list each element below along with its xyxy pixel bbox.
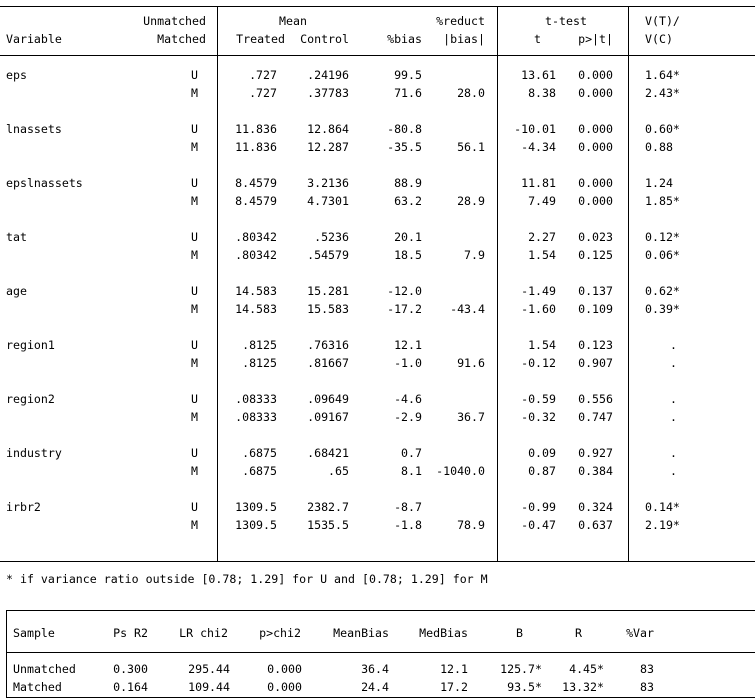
control-mean: .5236 xyxy=(314,230,349,244)
t-value: 1.54 xyxy=(528,248,556,262)
p-value: 0.000 xyxy=(578,122,613,136)
t-value: 0.87 xyxy=(528,464,556,478)
variance-ratio-footnote: * if variance ratio outside [0.78; 1.29] for U and [0.78; 1.29] for M xyxy=(6,572,488,586)
p-value: 0.137 xyxy=(578,284,613,298)
pct-bias: 88.9 xyxy=(394,176,422,190)
treated-mean: 8.4579 xyxy=(235,176,277,190)
summary-cell-p-chi2: 0.000 xyxy=(267,680,302,694)
variance-ratio: 1.85* xyxy=(645,194,680,208)
pct-bias: -12.0 xyxy=(387,284,422,298)
control-mean: 1535.5 xyxy=(307,518,349,532)
summary-cell-lr-chi2: 295.44 xyxy=(188,662,230,676)
treated-mean: 14.583 xyxy=(235,302,277,316)
sample-flag: M xyxy=(191,86,198,100)
pct-reduct: 56.1 xyxy=(457,140,485,154)
control-mean: .54579 xyxy=(307,248,349,262)
t-value: -1.49 xyxy=(521,284,556,298)
control-mean: 15.583 xyxy=(307,302,349,316)
vratio-header-bottom: V(C) xyxy=(645,32,673,46)
pct-bias: -8.7 xyxy=(394,500,422,514)
summary-header-ps-r2: Ps R2 xyxy=(113,626,148,640)
summary-header-lr-chi2: LR chi2 xyxy=(179,626,228,640)
p-value: 0.637 xyxy=(578,518,613,532)
sample-flag: U xyxy=(191,392,198,406)
summary-cell-sample: Unmatched xyxy=(13,662,76,676)
p-value: 0.747 xyxy=(578,410,613,424)
t-value: 1.54 xyxy=(528,338,556,352)
summary-cell-r: 4.45* xyxy=(569,662,604,676)
t-value: -0.47 xyxy=(521,518,556,532)
variable-name: industry xyxy=(6,446,62,460)
variable-name: epslnassets xyxy=(6,176,83,190)
sample-flag: U xyxy=(191,446,198,460)
pct-bias: -17.2 xyxy=(387,302,422,316)
unmatched-header: Unmatched xyxy=(143,14,206,28)
variance-ratio: 0.60* xyxy=(645,122,680,136)
t-value: -1.60 xyxy=(521,302,556,316)
treated-mean: .08333 xyxy=(235,410,277,424)
variance-ratio: 0.14* xyxy=(645,500,680,514)
treated-mean: 14.583 xyxy=(235,284,277,298)
vratio-header-top: V(T)/ xyxy=(645,14,680,28)
p-value: 0.125 xyxy=(578,248,613,262)
sample-flag: U xyxy=(191,500,198,514)
summary-cell-r: 13.32* xyxy=(562,680,604,694)
variance-ratio: . xyxy=(670,446,677,460)
treated-mean: .727 xyxy=(249,68,277,82)
summary-cell-med-bias: 17.2 xyxy=(440,680,468,694)
treated-mean: 11.836 xyxy=(235,122,277,136)
pct-bias: 20.1 xyxy=(394,230,422,244)
variance-ratio: 1.24 xyxy=(645,176,673,190)
treated-header: Treated xyxy=(236,32,285,46)
sample-flag: M xyxy=(191,302,198,316)
summary-header-b: B xyxy=(516,626,523,640)
p-value: 0.324 xyxy=(578,500,613,514)
pct-bias: 0.7 xyxy=(401,446,422,460)
variance-ratio: . xyxy=(670,410,677,424)
t-value: -0.12 xyxy=(521,356,556,370)
variable-name: region1 xyxy=(6,338,55,352)
variance-ratio: . xyxy=(670,392,677,406)
t-value: 2.27 xyxy=(528,230,556,244)
t-value: 11.81 xyxy=(521,176,556,190)
control-mean: 4.7301 xyxy=(307,194,349,208)
ttest-header: t-test xyxy=(545,14,587,28)
variance-ratio: 0.62* xyxy=(645,284,680,298)
p-value: 0.109 xyxy=(578,302,613,316)
control-mean: .09167 xyxy=(307,410,349,424)
pct-reduct: 7.9 xyxy=(464,248,485,262)
pct-bias: 18.5 xyxy=(394,248,422,262)
treated-mean: 1309.5 xyxy=(235,518,277,532)
sample-flag: M xyxy=(191,518,198,532)
treated-mean: .727 xyxy=(249,86,277,100)
sample-flag: U xyxy=(191,122,198,136)
pct-bias: 63.2 xyxy=(394,194,422,208)
control-mean: .65 xyxy=(328,464,349,478)
summary-header-rule xyxy=(6,652,755,653)
sample-flag: U xyxy=(191,68,198,82)
summary-cell-med-bias: 12.1 xyxy=(440,662,468,676)
sample-flag: M xyxy=(191,356,198,370)
variance-ratio: 0.88 xyxy=(645,140,673,154)
pct-reduct: 28.0 xyxy=(457,86,485,100)
summary-cell-p-chi2: 0.000 xyxy=(267,662,302,676)
sample-flag: M xyxy=(191,464,198,478)
t-value: 7.49 xyxy=(528,194,556,208)
pct-reduct: 28.9 xyxy=(457,194,485,208)
pct-bias: 12.1 xyxy=(394,338,422,352)
summary-cell-lr-chi2: 109.44 xyxy=(188,680,230,694)
control-mean: 15.281 xyxy=(307,284,349,298)
sample-flag: M xyxy=(191,194,198,208)
pct-reduct: 36.7 xyxy=(457,410,485,424)
treated-mean: 1309.5 xyxy=(235,500,277,514)
variable-name: region2 xyxy=(6,392,55,406)
p-value: 0.000 xyxy=(578,140,613,154)
p-value: 0.907 xyxy=(578,356,613,370)
summary-cell-b: 93.5* xyxy=(507,680,542,694)
variable-name: lnassets xyxy=(6,122,62,136)
pct-bias-header: %bias xyxy=(387,32,422,46)
t-header: t xyxy=(534,32,541,46)
summary-bottom-rule xyxy=(6,697,755,698)
variable-name: age xyxy=(6,284,27,298)
abs-bias-header: |bias| xyxy=(443,32,485,46)
pct-bias: -4.6 xyxy=(394,392,422,406)
matched-header: Matched xyxy=(157,32,206,46)
p-value: 0.000 xyxy=(578,86,613,100)
sample-flag: U xyxy=(191,230,198,244)
pct-bias: -1.0 xyxy=(394,356,422,370)
control-mean: .76316 xyxy=(307,338,349,352)
summary-cell-ps-r2: 0.164 xyxy=(113,680,148,694)
pct-reduct: -43.4 xyxy=(450,302,485,316)
pct-reduct: 78.9 xyxy=(457,518,485,532)
p-value: 0.000 xyxy=(578,176,613,190)
control-mean: 2382.7 xyxy=(307,500,349,514)
summary-header-p-chi2: p>chi2 xyxy=(259,626,301,640)
variable-name: eps xyxy=(6,68,27,82)
pct-bias: -35.5 xyxy=(387,140,422,154)
p-value: 0.556 xyxy=(578,392,613,406)
treated-mean: .80342 xyxy=(235,248,277,262)
control-mean: 12.864 xyxy=(307,122,349,136)
t-value: 8.38 xyxy=(528,86,556,100)
p-value: 0.927 xyxy=(578,446,613,460)
summary-cell-pct-var: 83 xyxy=(640,680,654,694)
treated-mean: .8125 xyxy=(242,356,277,370)
treated-mean: .6875 xyxy=(242,446,277,460)
summary-top-rule xyxy=(6,610,755,611)
variable-name: tat xyxy=(6,230,27,244)
t-value: -0.99 xyxy=(521,500,556,514)
variance-ratio: 0.39* xyxy=(645,302,680,316)
t-value: -4.34 xyxy=(521,140,556,154)
pct-reduct: 91.6 xyxy=(457,356,485,370)
pct-bias: -80.8 xyxy=(387,122,422,136)
control-mean: .68421 xyxy=(307,446,349,460)
variance-ratio: 0.06* xyxy=(645,248,680,262)
t-value: -10.01 xyxy=(514,122,556,136)
p-value: 0.000 xyxy=(578,194,613,208)
variable-header: Variable xyxy=(6,32,62,46)
control-mean: 3.2136 xyxy=(307,176,349,190)
treated-mean: 11.836 xyxy=(235,140,277,154)
summary-cell-pct-var: 83 xyxy=(640,662,654,676)
sample-flag: U xyxy=(191,338,198,352)
p-value: 0.123 xyxy=(578,338,613,352)
sample-flag: M xyxy=(191,248,198,262)
summary-cell-sample: Matched xyxy=(13,680,62,694)
summary-left-edge xyxy=(6,610,7,698)
control-mean: .24196 xyxy=(307,68,349,82)
variance-ratio: 2.19* xyxy=(645,518,680,532)
p-header: p>|t| xyxy=(578,32,613,46)
summary-header-r: R xyxy=(575,626,582,640)
t-value: -0.59 xyxy=(521,392,556,406)
summary-cell-mean-bias: 24.4 xyxy=(361,680,389,694)
summary-header-sample: Sample xyxy=(13,626,55,640)
sample-flag: U xyxy=(191,284,198,298)
summary-cell-b: 125.7* xyxy=(500,662,542,676)
pct-bias: -2.9 xyxy=(394,410,422,424)
sample-flag: U xyxy=(191,176,198,190)
variance-ratio: 0.12* xyxy=(645,230,680,244)
t-value: -0.32 xyxy=(521,410,556,424)
control-mean: 12.287 xyxy=(307,140,349,154)
sample-flag: M xyxy=(191,140,198,154)
treated-mean: 8.4579 xyxy=(235,194,277,208)
mean-header: Mean xyxy=(279,14,307,28)
variance-ratio: . xyxy=(670,464,677,478)
t-value: 13.61 xyxy=(521,68,556,82)
control-header: Control xyxy=(300,32,349,46)
variance-ratio: 1.64* xyxy=(645,68,680,82)
variance-ratio: . xyxy=(670,338,677,352)
variable-name: irbr2 xyxy=(6,500,41,514)
summary-header-med-bias: MedBias xyxy=(419,626,468,640)
t-value: 0.09 xyxy=(528,446,556,460)
treated-mean: .8125 xyxy=(242,338,277,352)
variance-ratio: 2.43* xyxy=(645,86,680,100)
summary-cell-ps-r2: 0.300 xyxy=(113,662,148,676)
p-value: 0.023 xyxy=(578,230,613,244)
pct-reduct-header: %reduct xyxy=(436,14,485,28)
variance-ratio: . xyxy=(670,356,677,370)
pct-reduct: -1040.0 xyxy=(436,464,485,478)
control-mean: .37783 xyxy=(307,86,349,100)
summary-header-mean-bias: MeanBias xyxy=(333,626,389,640)
control-mean: .09649 xyxy=(307,392,349,406)
pct-bias: -1.8 xyxy=(394,518,422,532)
control-mean: .81667 xyxy=(307,356,349,370)
sample-flag: M xyxy=(191,410,198,424)
p-value: 0.384 xyxy=(578,464,613,478)
summary-header-pct-var: %Var xyxy=(626,626,654,640)
treated-mean: .08333 xyxy=(235,392,277,406)
pct-bias: 99.5 xyxy=(394,68,422,82)
p-value: 0.000 xyxy=(578,68,613,82)
summary-cell-mean-bias: 36.4 xyxy=(361,662,389,676)
treated-mean: .80342 xyxy=(235,230,277,244)
treated-mean: .6875 xyxy=(242,464,277,478)
pct-bias: 8.1 xyxy=(401,464,422,478)
pct-bias: 71.6 xyxy=(394,86,422,100)
